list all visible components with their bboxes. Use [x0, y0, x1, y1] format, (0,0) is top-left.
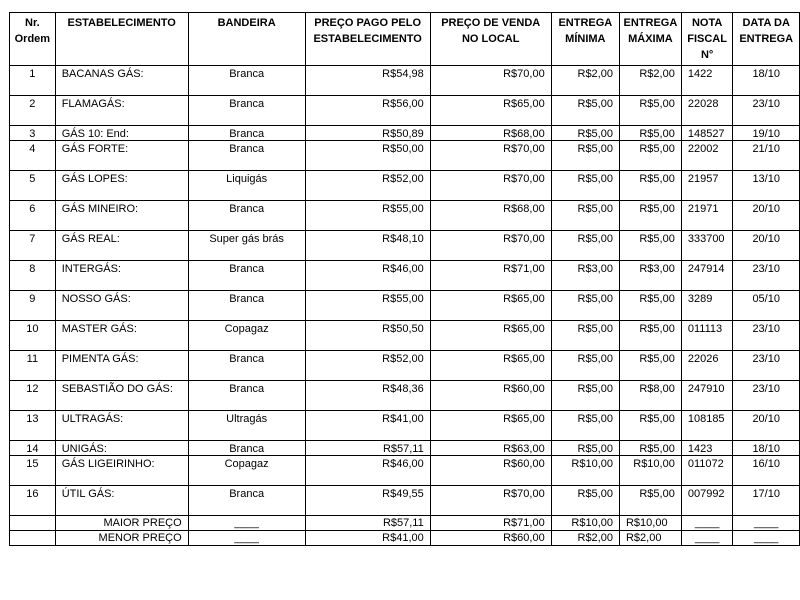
table-row	[10, 456, 800, 486]
cell-bandeira: Branca	[188, 141, 305, 171]
cell-bandeira: Liquigás	[188, 171, 305, 201]
cell-ordem: 7	[10, 231, 56, 261]
cell-ordem	[10, 516, 56, 531]
cell-bandeira: Branca	[188, 486, 305, 516]
cell-entrega-maxima: R$10,00	[619, 456, 681, 486]
cell-entrega-minima: R$5,00	[551, 411, 619, 441]
cell-entrega-minima: R$2,00	[551, 531, 619, 546]
cell-bandeira: Branca	[188, 66, 305, 96]
cell-entrega-minima: R$5,00	[551, 441, 619, 456]
cell-nota-fiscal: 007992	[681, 486, 733, 516]
cell-entrega-maxima: R$5,00	[619, 486, 681, 516]
cell-nota-fiscal: 22026	[681, 351, 733, 381]
table-row	[10, 381, 800, 411]
cell-bandeira: Copagaz	[188, 321, 305, 351]
cell-data-entrega: 18/10	[733, 441, 800, 456]
cell-preco-pago: R$41,00	[305, 411, 430, 441]
table-row	[10, 66, 800, 96]
cell-estabelecimento: GÁS LOPES:	[55, 171, 188, 201]
cell-estabelecimento: FLAMAGÁS:	[55, 96, 188, 126]
cell-estabelecimento: GÁS LIGEIRINHO:	[55, 456, 188, 486]
cell-preco-venda: R$71,00	[430, 261, 551, 291]
table-row	[10, 486, 800, 516]
cell-preco-venda: R$70,00	[430, 171, 551, 201]
cell-data-entrega: 23/10	[733, 96, 800, 126]
cell-entrega-minima: R$5,00	[551, 96, 619, 126]
cell-entrega-minima: R$5,00	[551, 126, 619, 141]
header-row	[10, 13, 800, 66]
cell-estabelecimento: GÁS 10: End:	[55, 126, 188, 141]
cell-data-entrega: 19/10	[733, 126, 800, 141]
cell-preco-venda: R$68,00	[430, 201, 551, 231]
cell-ordem: 12	[10, 381, 56, 411]
summary-row	[10, 516, 800, 531]
cell-nota-fiscal: 148527	[681, 126, 733, 141]
cell-estabelecimento: UNIGÁS:	[55, 441, 188, 456]
header-ordem: Nr. Ordem	[10, 13, 56, 66]
cell-bandeira: Branca	[188, 381, 305, 411]
cell-ordem: 11	[10, 351, 56, 381]
table-row	[10, 126, 800, 141]
summary-body	[10, 516, 800, 546]
cell-data-entrega: 23/10	[733, 351, 800, 381]
cell-entrega-minima: R$5,00	[551, 351, 619, 381]
cell-bandeira: Branca	[188, 291, 305, 321]
cell-nota-fiscal: 333700	[681, 231, 733, 261]
cell-data-entrega: 20/10	[733, 231, 800, 261]
cell-ordem: 10	[10, 321, 56, 351]
cell-ordem: 16	[10, 486, 56, 516]
cell-preco-venda: R$65,00	[430, 291, 551, 321]
cell-estabelecimento: GÁS FORTE:	[55, 141, 188, 171]
header-nota-fiscal: NOTA FISCAL N°	[681, 13, 733, 66]
cell-entrega-maxima: R$5,00	[619, 126, 681, 141]
cell-preco-pago: R$57,11	[305, 516, 430, 531]
cell-preco-pago: R$48,10	[305, 231, 430, 261]
cell-preco-venda: R$65,00	[430, 96, 551, 126]
table-row	[10, 141, 800, 171]
cell-entrega-minima: R$2,00	[551, 66, 619, 96]
cell-nota-fiscal: ____	[681, 516, 733, 531]
header-data-entrega: DATA DA ENTREGA	[733, 13, 800, 66]
cell-estabelecimento: BACANAS GÁS:	[55, 66, 188, 96]
cell-preco-venda: R$70,00	[430, 231, 551, 261]
cell-bandeira: Branca	[188, 96, 305, 126]
cell-entrega-maxima: R$8,00	[619, 381, 681, 411]
cell-preco-pago: R$49,55	[305, 486, 430, 516]
cell-entrega-maxima: R$5,00	[619, 351, 681, 381]
cell-preco-pago: R$48,36	[305, 381, 430, 411]
header-preco-venda: PREÇO DE VENDA NO LOCAL	[430, 13, 551, 66]
cell-ordem: 2	[10, 96, 56, 126]
cell-data-entrega: 18/10	[733, 66, 800, 96]
cell-data-entrega: ____	[733, 516, 800, 531]
price-table	[9, 12, 800, 546]
header-bandeira: BANDEIRA	[188, 13, 305, 66]
cell-ordem: 15	[10, 456, 56, 486]
table-row	[10, 261, 800, 291]
cell-estabelecimento: GÁS MINEIRO:	[55, 201, 188, 231]
table-row	[10, 321, 800, 351]
header-preco-pago: PREÇO PAGO PELO ESTABELECIMENTO	[305, 13, 430, 66]
cell-bandeira: Ultragás	[188, 411, 305, 441]
cell-data-entrega: 20/10	[733, 201, 800, 231]
cell-preco-pago: R$54,98	[305, 66, 430, 96]
cell-nota-fiscal: 011072	[681, 456, 733, 486]
cell-ordem: 5	[10, 171, 56, 201]
cell-data-entrega: 23/10	[733, 261, 800, 291]
cell-data-entrega: 23/10	[733, 381, 800, 411]
summary-row	[10, 531, 800, 546]
cell-preco-pago: R$50,00	[305, 141, 430, 171]
cell-entrega-minima: R$5,00	[551, 171, 619, 201]
cell-preco-venda: R$70,00	[430, 66, 551, 96]
cell-preco-pago: R$56,00	[305, 96, 430, 126]
cell-entrega-maxima: R$5,00	[619, 141, 681, 171]
cell-data-entrega: 17/10	[733, 486, 800, 516]
cell-data-entrega: 05/10	[733, 291, 800, 321]
cell-preco-venda: R$71,00	[430, 516, 551, 531]
cell-bandeira: Branca	[188, 126, 305, 141]
summary-label: MENOR PREÇO	[55, 531, 188, 546]
cell-preco-pago: R$41,00	[305, 531, 430, 546]
cell-nota-fiscal: 22028	[681, 96, 733, 126]
cell-estabelecimento: ULTRAGÁS:	[55, 411, 188, 441]
cell-data-entrega: 20/10	[733, 411, 800, 441]
cell-entrega-maxima: R$5,00	[619, 321, 681, 351]
cell-preco-venda: R$60,00	[430, 456, 551, 486]
cell-entrega-maxima: R$5,00	[619, 291, 681, 321]
cell-entrega-minima: R$5,00	[551, 231, 619, 261]
cell-nota-fiscal: 247910	[681, 381, 733, 411]
cell-preco-pago: R$52,00	[305, 351, 430, 381]
cell-estabelecimento: SEBASTIÃO DO GÁS:	[55, 381, 188, 411]
cell-preco-pago: R$57,11	[305, 441, 430, 456]
cell-entrega-minima: R$5,00	[551, 141, 619, 171]
cell-nota-fiscal: 108185	[681, 411, 733, 441]
table-row	[10, 201, 800, 231]
header-entrega-minima: ENTREGA MÍNIMA	[551, 13, 619, 66]
cell-nota-fiscal: 1422	[681, 66, 733, 96]
cell-preco-pago: R$46,00	[305, 261, 430, 291]
cell-entrega-minima: R$5,00	[551, 381, 619, 411]
cell-entrega-maxima: R$5,00	[619, 411, 681, 441]
cell-bandeira: Branca	[188, 441, 305, 456]
cell-preco-pago: R$50,50	[305, 321, 430, 351]
cell-entrega-maxima: R$5,00	[619, 231, 681, 261]
cell-data-entrega: 13/10	[733, 171, 800, 201]
table-body	[10, 66, 800, 516]
cell-entrega-minima: R$5,00	[551, 291, 619, 321]
cell-nota-fiscal: 247914	[681, 261, 733, 291]
cell-preco-pago: R$52,00	[305, 171, 430, 201]
cell-entrega-maxima: R$3,00	[619, 261, 681, 291]
cell-nota-fiscal: 22002	[681, 141, 733, 171]
table-row	[10, 351, 800, 381]
cell-entrega-minima: R$5,00	[551, 486, 619, 516]
cell-estabelecimento: MASTER GÁS:	[55, 321, 188, 351]
cell-bandeira: Super gás brás	[188, 231, 305, 261]
cell-bandeira: ____	[188, 531, 305, 546]
cell-ordem: 9	[10, 291, 56, 321]
cell-entrega-maxima: R$2,00	[619, 531, 681, 546]
cell-nota-fiscal: 1423	[681, 441, 733, 456]
cell-preco-pago: R$46,00	[305, 456, 430, 486]
cell-preco-pago: R$50,89	[305, 126, 430, 141]
cell-preco-venda: R$65,00	[430, 321, 551, 351]
cell-entrega-maxima: R$2,00	[619, 66, 681, 96]
header-entrega-maxima: ENTREGA MÁXIMA	[619, 13, 681, 66]
cell-bandeira: Copagaz	[188, 456, 305, 486]
cell-estabelecimento: GÁS REAL:	[55, 231, 188, 261]
cell-ordem: 6	[10, 201, 56, 231]
cell-preco-pago: R$55,00	[305, 201, 430, 231]
table-row	[10, 441, 800, 456]
cell-preco-venda: R$60,00	[430, 381, 551, 411]
cell-preco-venda: R$60,00	[430, 531, 551, 546]
cell-entrega-maxima: R$5,00	[619, 171, 681, 201]
cell-entrega-maxima: R$5,00	[619, 96, 681, 126]
cell-preco-venda: R$70,00	[430, 486, 551, 516]
cell-ordem: 3	[10, 126, 56, 141]
cell-nota-fiscal: 21971	[681, 201, 733, 231]
cell-data-entrega: 16/10	[733, 456, 800, 486]
cell-entrega-minima: R$10,00	[551, 516, 619, 531]
table-row	[10, 231, 800, 261]
cell-estabelecimento: INTERGÁS:	[55, 261, 188, 291]
cell-estabelecimento: PIMENTA GÁS:	[55, 351, 188, 381]
cell-ordem: 4	[10, 141, 56, 171]
cell-ordem: 14	[10, 441, 56, 456]
cell-estabelecimento: ÚTIL GÁS:	[55, 486, 188, 516]
cell-bandeira: ____	[188, 516, 305, 531]
cell-ordem	[10, 531, 56, 546]
cell-ordem: 8	[10, 261, 56, 291]
cell-preco-venda: R$70,00	[430, 141, 551, 171]
cell-nota-fiscal: ____	[681, 531, 733, 546]
cell-preco-venda: R$63,00	[430, 441, 551, 456]
cell-nota-fiscal: 011113	[681, 321, 733, 351]
cell-ordem: 1	[10, 66, 56, 96]
cell-entrega-minima: R$10,00	[551, 456, 619, 486]
cell-entrega-maxima: R$5,00	[619, 201, 681, 231]
table-row	[10, 171, 800, 201]
cell-nota-fiscal: 3289	[681, 291, 733, 321]
table-row	[10, 411, 800, 441]
cell-entrega-maxima: R$5,00	[619, 441, 681, 456]
cell-preco-venda: R$65,00	[430, 411, 551, 441]
cell-entrega-minima: R$5,00	[551, 201, 619, 231]
cell-bandeira: Branca	[188, 261, 305, 291]
cell-entrega-maxima: R$10,00	[619, 516, 681, 531]
cell-entrega-minima: R$5,00	[551, 321, 619, 351]
cell-entrega-minima: R$3,00	[551, 261, 619, 291]
table-row	[10, 96, 800, 126]
summary-label: MAIOR PREÇO	[55, 516, 188, 531]
cell-ordem: 13	[10, 411, 56, 441]
cell-bandeira: Branca	[188, 351, 305, 381]
cell-estabelecimento: NOSSO GÁS:	[55, 291, 188, 321]
cell-preco-venda: R$65,00	[430, 351, 551, 381]
cell-data-entrega: 21/10	[733, 141, 800, 171]
header-estabelecimento: ESTABELECIMENTO	[55, 13, 188, 66]
cell-data-entrega: ____	[733, 531, 800, 546]
table-row	[10, 291, 800, 321]
cell-preco-pago: R$55,00	[305, 291, 430, 321]
cell-data-entrega: 23/10	[733, 321, 800, 351]
cell-preco-venda: R$68,00	[430, 126, 551, 141]
cell-bandeira: Branca	[188, 201, 305, 231]
cell-nota-fiscal: 21957	[681, 171, 733, 201]
